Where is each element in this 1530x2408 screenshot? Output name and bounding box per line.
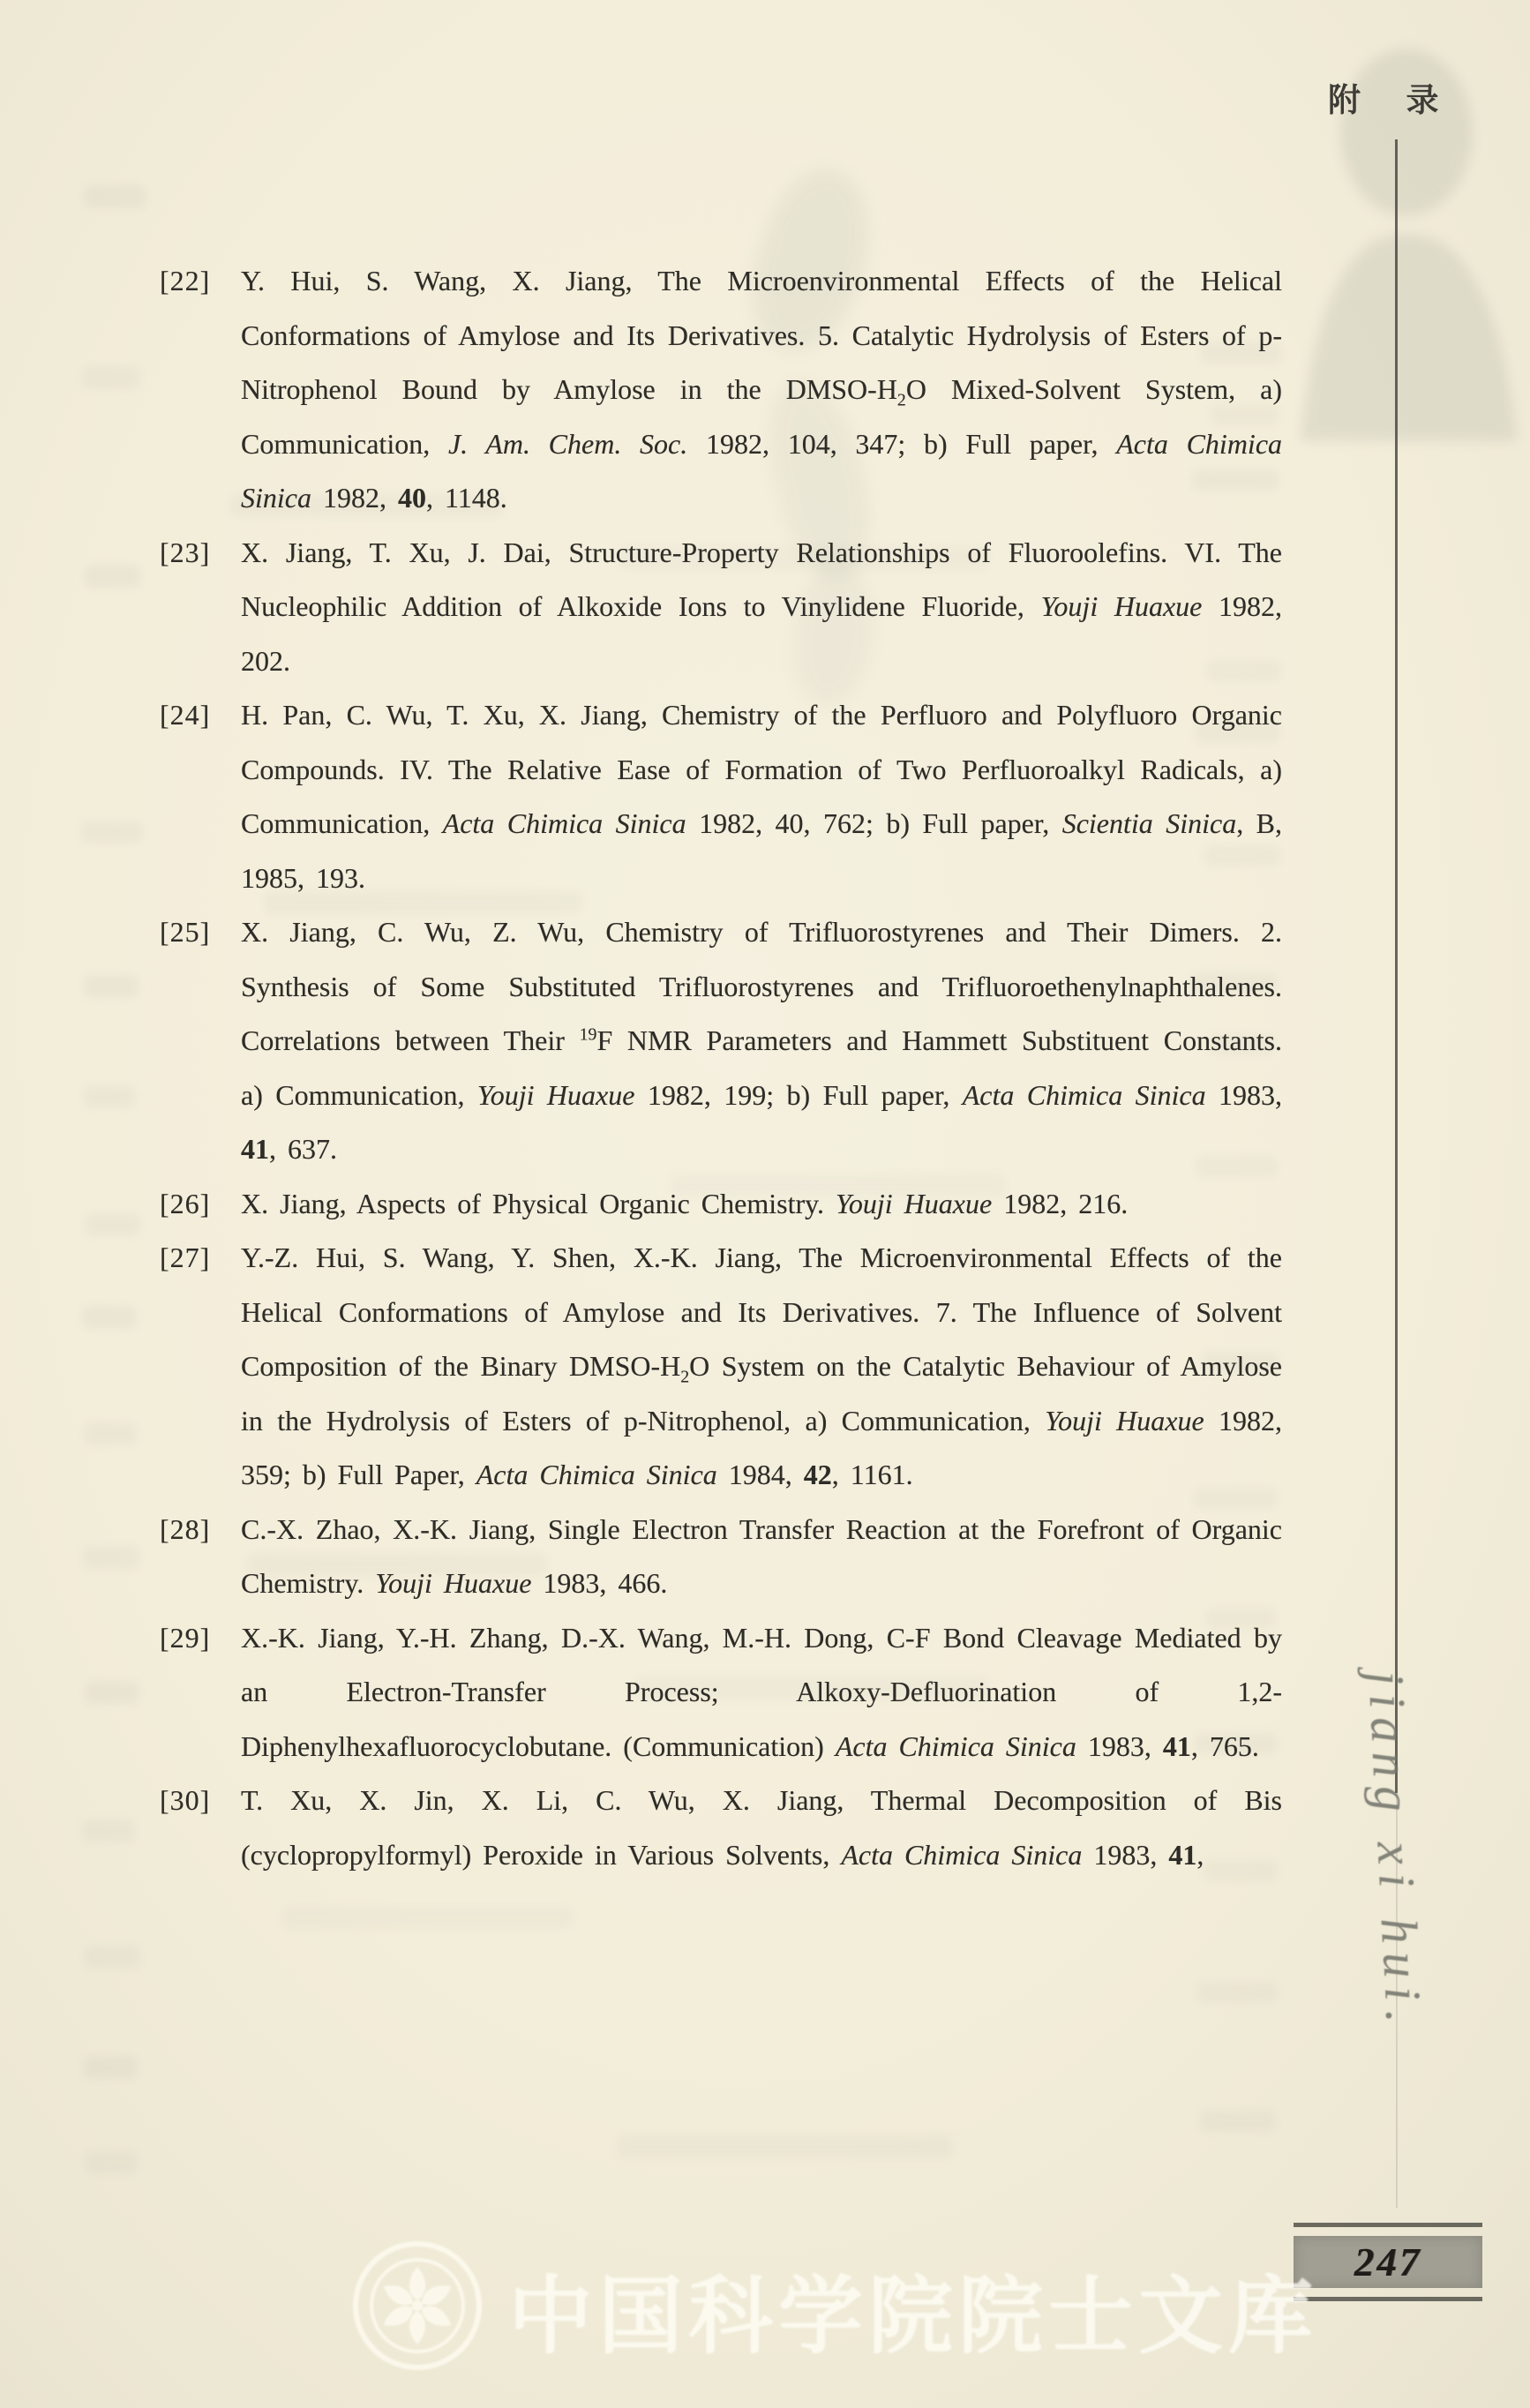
reference-entry — [160, 688, 1282, 905]
page-number-block — [1294, 2223, 1482, 2301]
reference-entry — [160, 1231, 1282, 1503]
reference-text: X.-K. Jiang, Y.-H. Zhang, D.-X. Wang, M.-H. Dong, C-F Bond Cleavage Mediated by an Electron-Transfer Process; Alkoxy-Defluorination of 1,2-Diphenylhexafluorocyclobutane. (Communication) Acta Chimica Sinica 1983, 41, 765. — [241, 1621, 1282, 1762]
page-number-box — [1294, 2236, 1482, 2288]
library-watermark-text: 中国科学院院士文库 — [508, 2266, 1318, 2366]
reference-entry — [160, 526, 1282, 689]
reference-text: X. Jiang, C. Wu, Z. Wu, Chemistry of Trifluorostyrenes and Their Dimers. 2. Synthesis of Some Substituted Trifluorostyrenes and Trifluoroethenylnaphthalenes. Correlations between Their $^{19}$F NMR Parameters and Hammett Substituent Constants. a) Communication, Youji Huaxue 1982, 199; b) Full paper, Acta Chimica Sinica 1983, 41, 637. — [241, 916, 1283, 1165]
library-watermark — [351, 2239, 1318, 2372]
page-number-rule-bottom — [1294, 2297, 1482, 2301]
reference-text: Y.-Z. Hui, S. Wang, Y. Shen, X.-K. Jiang, The Microenvironmental Effects of the Helical Conformations of Amylose and Its Derivatives. 7. The Influence of Solvent Composition of the Binary DMSO-$H_2O$ System on the Catalytic Behaviour of Amylose in the Hydrolysis of Esters of p-Nitrophenol, a) Communication, Youji Huaxue 1982, 359; b) Full Paper, Acta Chimica Sinica 1984, 42, 1161. — [241, 1242, 1283, 1490]
reference-label: [28] — [160, 1512, 211, 1545]
reference-text: H. Pan, C. Wu, T. Xu, X. Jiang, Chemistry of the Perfluoro and Polyfluoro Organic Compounds. IV. The Relative Ease of Formation of Two Perfluoroalkyl Radicals, a) Communication, Acta Chimica Sinica 1982, 40, 762; b) Full paper, Scientia Sinica, B, 1985, 193. — [241, 699, 1283, 894]
reference-label: [29] — [160, 1621, 211, 1654]
reference-text: T. Xu, X. Jin, X. Li, C. Wu, X. Jiang, Thermal Decomposition of Bis (cyclopropylformyl) Peroxide in Various Solvents, Acta Chimica Sinica 1983, 41, — [241, 1784, 1282, 1871]
page-number: 247 — [1354, 2239, 1422, 2284]
reference-entry — [160, 905, 1282, 1177]
reference-text: Y. Hui, S. Wang, X. Jiang, The Microenvironmental Effects of the Helical Conformations of Amylose and Its Derivatives. 5. Catalytic Hydrolysis of Esters of p-Nitrophenol Bound by Amylose in the DMSO-$H_2O$ Mixed-Solvent System, a) Communication, J. Am. Chem. Soc. 1982, 104, 347; b) Full paper, Acta Chimica Sinica 1982, 40, 1148. — [241, 265, 1283, 514]
reference-label: [25] — [160, 916, 211, 948]
reference-entry — [160, 1177, 1282, 1232]
page-number-rule-top — [1294, 2223, 1482, 2227]
reference-label: [22] — [160, 265, 211, 296]
reference-list — [160, 254, 1282, 1882]
reference-label: [27] — [160, 1242, 211, 1273]
cas-emblem-icon — [351, 2239, 484, 2372]
reference-label: [24] — [160, 699, 211, 731]
reference-entry — [160, 1774, 1282, 1882]
margin-vertical-rule — [1395, 139, 1398, 1793]
reference-label: [23] — [160, 536, 211, 568]
appendix-header: 附 录 — [1328, 81, 1439, 119]
reference-text: C.-X. Zhao, X.-K. Jiang, Single Electron Transfer Reaction at the Forefront of Organic Chemistry. Youji Huaxue 1983, 466. — [241, 1512, 1282, 1599]
margin-signature: jiang xi hui. — [1357, 1669, 1434, 2033]
reference-entry — [160, 254, 1282, 526]
reference-label: [30] — [160, 1784, 211, 1816]
reference-entry — [160, 1503, 1282, 1611]
reference-text: X. Jiang, T. Xu, J. Dai, Structure-Property Relationships of Fluoroolefins. VI. The Nucleophilic Addition of Alkoxide Ions to Vinylidene Fluoride, Youji Huaxue 1982, 202. — [241, 536, 1283, 677]
reference-entry — [160, 1611, 1282, 1774]
reference-text: X. Jiang, Aspects of Physical Organic Chemistry. Youji Huaxue 1982, 216. — [241, 1187, 1129, 1219]
reference-label: [26] — [160, 1187, 211, 1219]
